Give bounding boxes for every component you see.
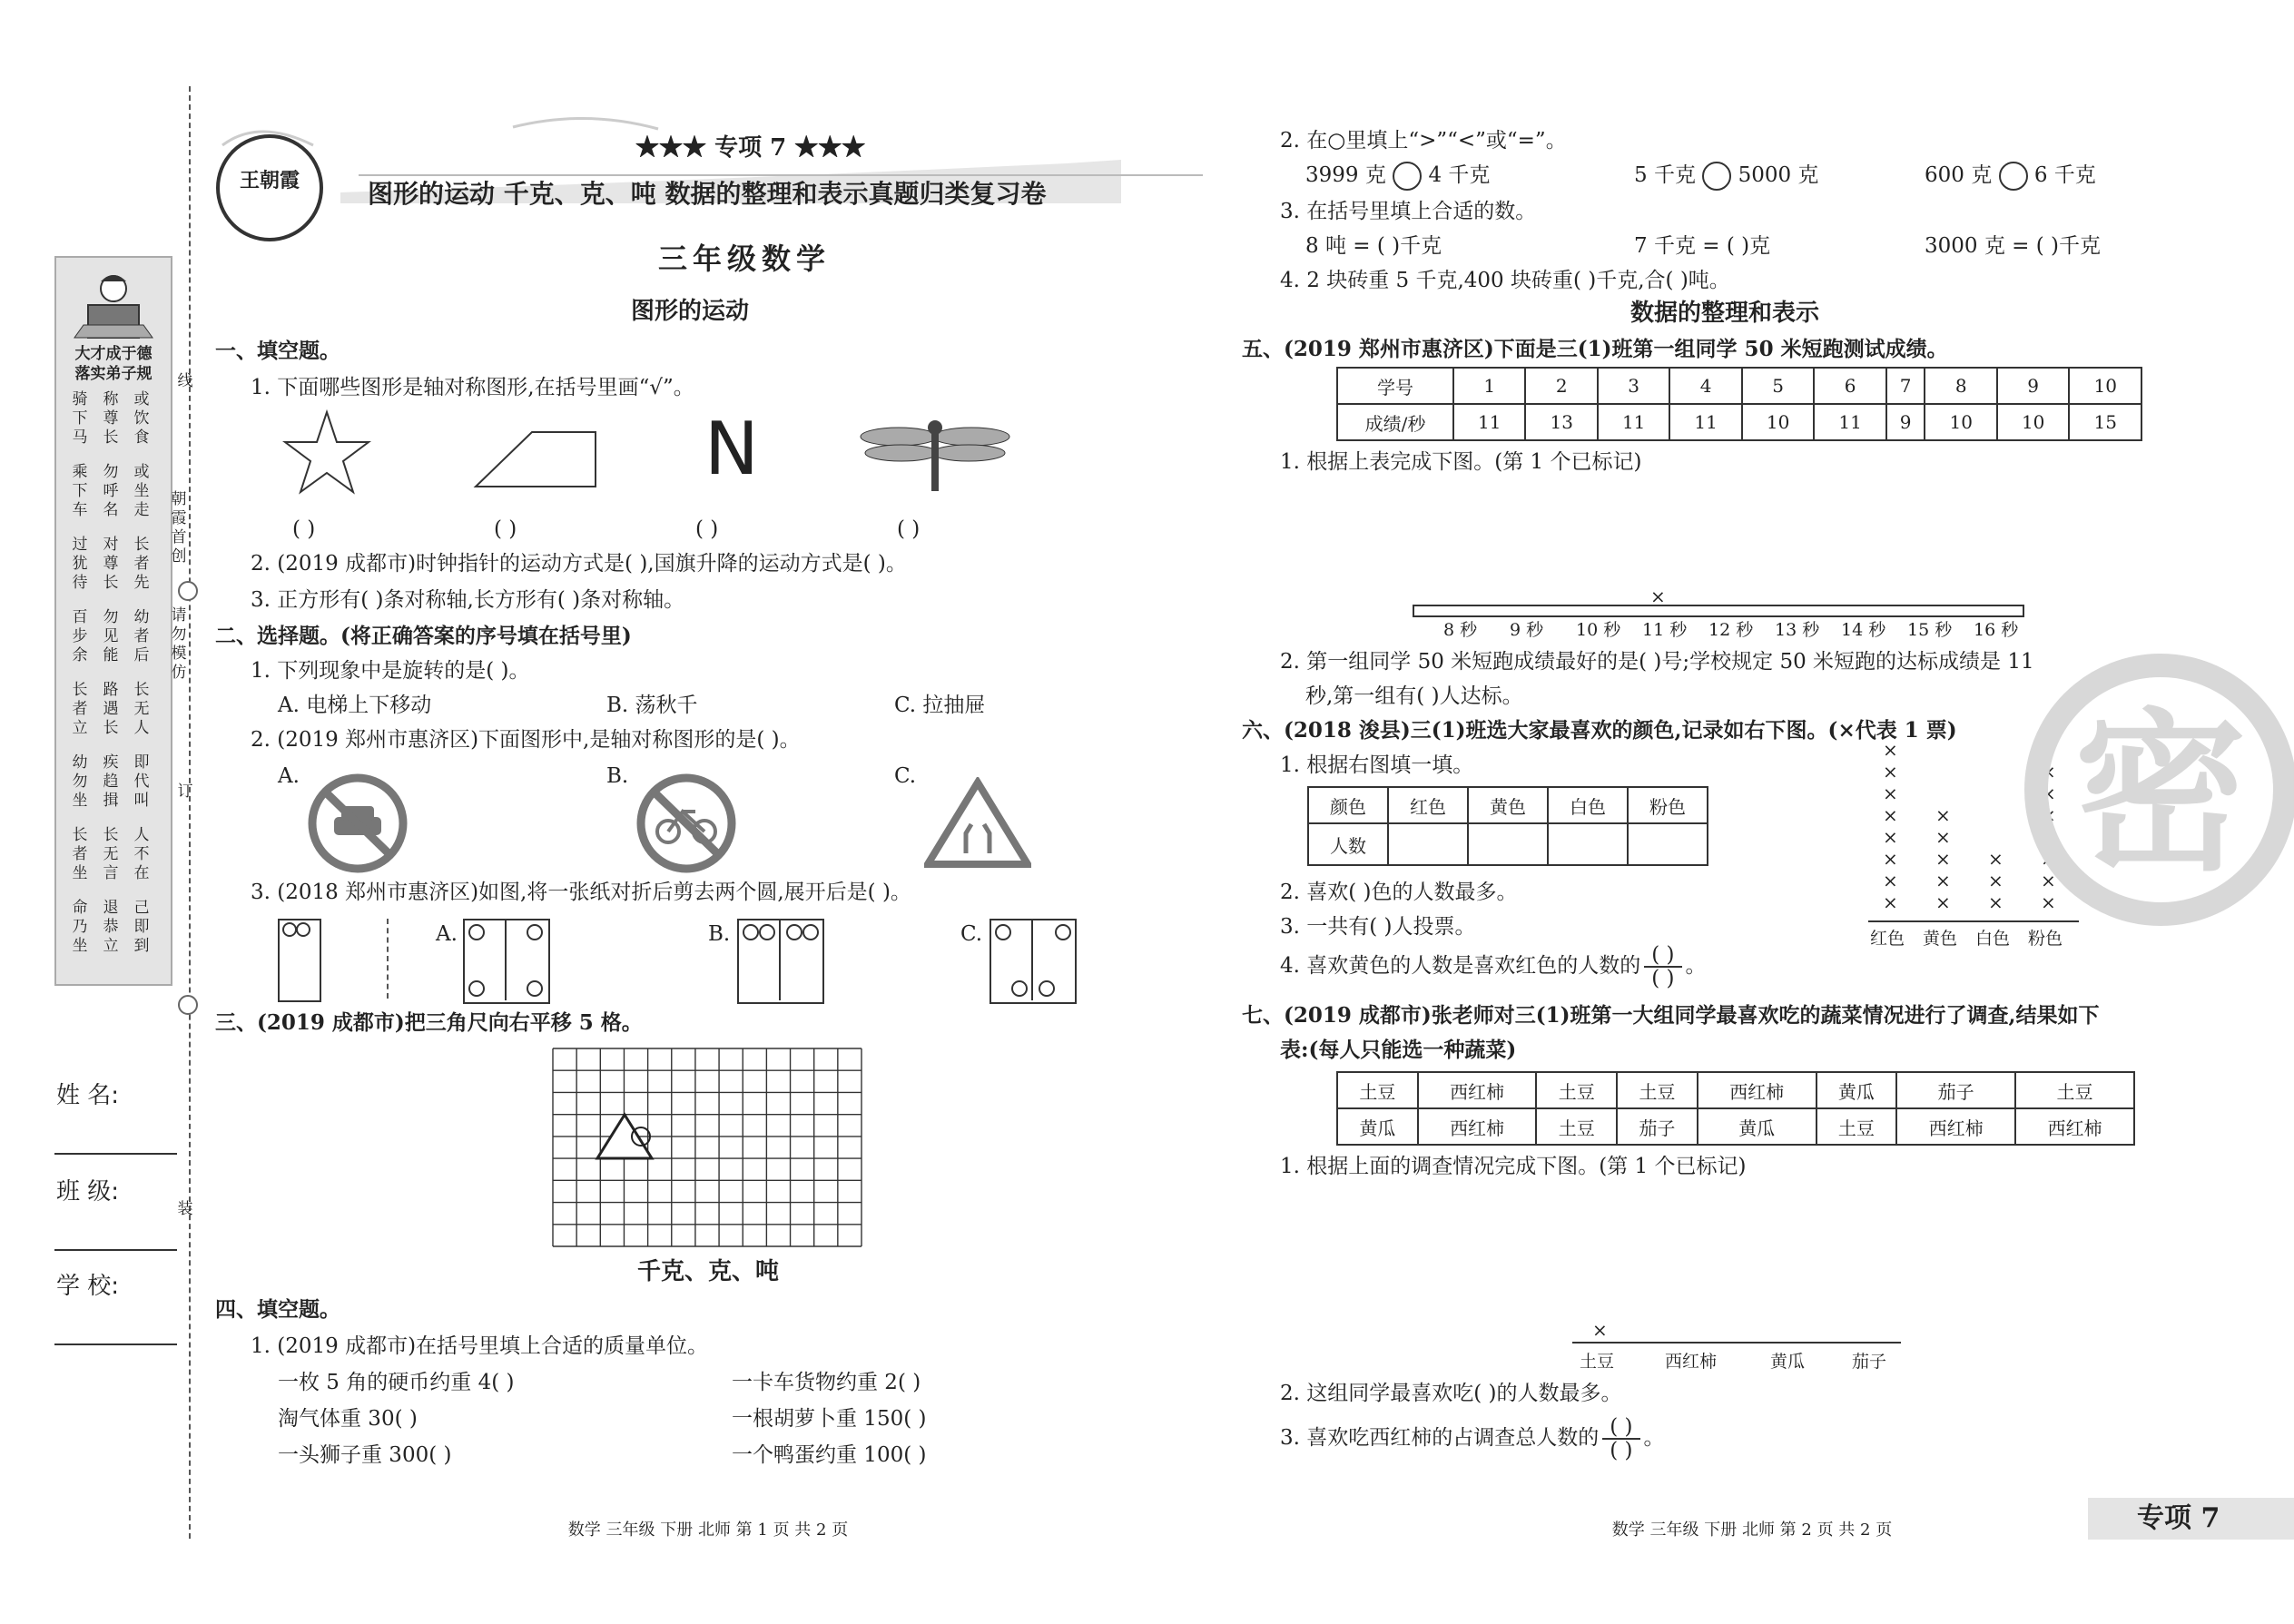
category-label: 红色 (1870, 929, 1905, 949)
badge-title: ★★★ 专项 7 ★★★ (635, 134, 866, 162)
q2-2: 2. (2019 郑州市惠济区)下面图形中,是轴对称图形的是( )。 (251, 728, 801, 752)
tally-mark: × (1883, 848, 1898, 870)
school-label: 学 校: (56, 1273, 120, 1300)
dizigui-column: 乘下车 (72, 463, 88, 519)
class-label: 班 级: (56, 1178, 120, 1206)
q4-4: 4. 2 块砖重 5 千克,400 块砖重( )千克,合( )吨。 (1280, 269, 1730, 292)
tally-mark: × (1883, 739, 1898, 761)
cut-circle (282, 922, 297, 937)
dizigui-column: 对尊长 (103, 536, 119, 592)
answer-cell[interactable] (1468, 823, 1548, 865)
binding-line (189, 86, 191, 1539)
table-cell: 黄瓜 (1816, 1072, 1897, 1108)
q2-3: 3. (2018 郑州市惠济区)如图,将一张纸对折后剪去两个圆,展开后是( )。 (251, 881, 911, 904)
no-car-sign (307, 773, 409, 873)
opt-a-label: A. (436, 922, 458, 946)
table-cell: 茄子 (1617, 1108, 1698, 1145)
table-cell: 11 (1669, 404, 1741, 440)
table-cell: 13 (1525, 404, 1597, 440)
q2-1: 1. 下列现象中是旋转的是( )。 (251, 659, 530, 683)
vegetable-x-mark: × (1592, 1319, 1608, 1341)
mark-order: 订 (177, 782, 193, 801)
tally-mark: × (1935, 891, 1951, 913)
table-cell: 粉色 (1628, 787, 1708, 823)
axis-tick-label: 土豆 (1580, 1352, 1615, 1372)
q7-3: 3. 喜欢吃西红柿的占调查总人数的 $\frac{( )}{( )}$ 。 (1280, 1415, 1665, 1462)
q1-2: 2. (2019 成都市)时钟指针的运动方式是( ),国旗升降的运动方式是( )。 (251, 552, 907, 576)
q4-item: 淘气体重 30( ) (278, 1407, 418, 1431)
dizigui-column: 幼勿坐 (72, 753, 88, 810)
header-banner (204, 109, 1203, 236)
trapezoid-figure (472, 427, 599, 490)
table-cell: 10 (1997, 404, 2069, 440)
tally-mark: × (1988, 870, 2004, 891)
dizigui-column: 路遇长 (103, 681, 119, 737)
table-cell: 15 (2069, 404, 2141, 440)
dizigui-column: 百步余 (72, 608, 88, 664)
binding-hole (178, 581, 198, 601)
table-row (1337, 1108, 2134, 1145)
tally-mark: × (1883, 782, 1898, 804)
q7-1: 1. 根据上面的调查情况完成下图。(第 1 个已标记) (1280, 1155, 1747, 1178)
tally-mark: × (2041, 717, 2056, 739)
table-cell: 西红柿 (1698, 1072, 1816, 1108)
sidebar-panel (54, 256, 172, 986)
dizigui-column: 己即到 (133, 899, 150, 955)
s4-head: 四、填空题。 (215, 1297, 340, 1322)
table-cell: 10 (1925, 404, 1996, 440)
table-cell: 土豆 (1536, 1072, 1617, 1108)
table-cell: 8 (1925, 368, 1996, 404)
tally-mark: × (1935, 870, 1951, 891)
footer-right: 数学 三年级 下册 北师 第 2 页 共 2 页 (1611, 1521, 1893, 1540)
q4-item: 一根胡萝卜重 150( ) (732, 1407, 927, 1431)
dizigui-column: 人不在 (133, 826, 150, 882)
star-figure (281, 408, 372, 496)
section-weight: 千克、克、吨 (636, 1258, 779, 1285)
q6-2: 2. 喜欢( )色的人数最多。 (1280, 881, 1518, 904)
narrow-bridge-sign (924, 777, 1031, 868)
letter-n-figure: N (704, 407, 759, 491)
dizigui-column: 疾趋揖 (103, 753, 119, 810)
table-row (1337, 1072, 2134, 1108)
answer-paren[interactable]: ( ) (897, 517, 921, 541)
opt-c-label: C. (894, 764, 917, 788)
table-cell: 土豆 (1337, 1072, 1418, 1108)
compare-circle[interactable] (1702, 162, 1731, 191)
tally-mark: × (2041, 870, 2056, 891)
table-row (1337, 404, 2141, 440)
dizigui-column: 长无人 (133, 681, 150, 737)
dizigui-column: 即代叫 (133, 753, 150, 810)
table-cell: 7 (1886, 368, 1925, 404)
dizigui-column: 骑下马 (72, 390, 88, 447)
q4-3-item: 3000 克 = ( )千克 (1925, 234, 2101, 258)
dizigui-column: 勿呼名 (103, 463, 119, 519)
s2-head: 二、选择题。(将正确答案的序号填在括号里) (215, 624, 632, 648)
dizigui-column: 过犹待 (72, 536, 88, 592)
table-cell: 黄瓜 (1698, 1108, 1816, 1145)
table-cell: 黄瓜 (1337, 1108, 1418, 1145)
tally-mark: × (2041, 782, 2056, 804)
margin-note-2: 请勿模仿 (171, 606, 187, 682)
table-cell: 11 (1598, 404, 1669, 440)
section-data: 数据的整理和表示 (1629, 300, 1819, 327)
s3-head: 三、(2019 成都市)把三角尺向右平移 5 格。 (215, 1010, 643, 1035)
motto-bottom: 落实弟子规 (74, 365, 153, 383)
scholar-illustration (56, 261, 171, 348)
dizigui-column: 长者坐 (72, 826, 88, 882)
table-cell: 茄子 (1896, 1072, 2015, 1108)
corner-badge: 专项 7 (2137, 1502, 2220, 1534)
opt-a-label: A. (278, 764, 300, 788)
axis-tick-label: 9 秒 (1510, 620, 1544, 640)
q2-1-opt-a: A. 电梯上下移动 (278, 694, 432, 717)
answer-cell[interactable] (1628, 823, 1708, 865)
compare-circle[interactable] (1999, 162, 2028, 191)
q1-3: 3. 正方形有( )条对称轴,长方形有( )条对称轴。 (251, 588, 685, 612)
table-cell: 4 (1669, 368, 1741, 404)
compare-item: 5 千克 5000 克 (1634, 162, 1818, 191)
q4-item: 一个鸭蛋约重 100( ) (732, 1443, 927, 1467)
table-cell: 9 (1886, 404, 1925, 440)
fraction-blank[interactable]: $\frac{( )}{( )}$ (1602, 1416, 1639, 1462)
score-number-line[interactable] (1413, 605, 2024, 617)
translation-grid[interactable] (550, 1046, 864, 1249)
s5-head: 五、(2019 郑州市惠济区)下面是三(1)班第一组同学 50 米短跑测试成绩。 (1242, 337, 1948, 361)
table-cell: 5 (1742, 368, 1814, 404)
tally-mark: × (1988, 891, 2004, 913)
confidential-stamp (2024, 654, 2294, 926)
class-field[interactable] (54, 1249, 177, 1251)
name-label: 姓 名: (56, 1082, 120, 1109)
tally-mark: × (1883, 891, 1898, 913)
binding-hole (178, 995, 198, 1015)
tally-mark: × (1935, 804, 1951, 826)
category-label: 白色 (1975, 929, 2011, 949)
table-cell: 土豆 (2015, 1072, 2134, 1108)
table-row (1308, 787, 1708, 823)
table-cell: 2 (1525, 368, 1597, 404)
dragonfly-figure (858, 413, 1012, 495)
s1-head: 一、填空题。 (215, 339, 340, 363)
section-motion: 图形的运动 (630, 298, 749, 325)
margin-note-1: 朝霞首创 (171, 490, 187, 566)
tally-mark: × (1935, 826, 1951, 848)
table-cell: 黄色 (1468, 787, 1548, 823)
axis-tick-label: 14 秒 (1841, 620, 1886, 640)
tally-mark: × (2041, 848, 2056, 870)
compare-item: 600 克 6 千克 (1925, 162, 2096, 191)
mark-bind: 装 (177, 1200, 193, 1218)
dizigui-column: 勿见能 (103, 608, 119, 664)
table-cell: 人数 (1308, 823, 1388, 865)
q4-3: 3. 在括号里填上合适的数。 (1280, 200, 1537, 223)
tally-mark: × (1883, 870, 1898, 891)
row-header: 学号 (1337, 368, 1453, 404)
fold-line (387, 919, 389, 999)
table-row (1337, 368, 2141, 404)
logo-text: 王朝霞 (239, 169, 300, 192)
table-cell: 10 (2069, 368, 2141, 404)
q4-item: 一枚 5 角的硬币约重 4( ) (278, 1371, 515, 1394)
category-label: 黄色 (1923, 929, 1958, 949)
tally-mark: × (2041, 826, 2056, 848)
table-cell: 9 (1997, 368, 2069, 404)
dizigui-column: 长者立 (72, 681, 88, 737)
axis-tick-label: 13 秒 (1775, 620, 1820, 640)
tally-mark: × (1883, 826, 1898, 848)
q5-2: 2. 第一组同学 50 米短跑成绩最好的是( )号;学校规定 50 米短跑的达标成绩是 11 (1280, 650, 2034, 674)
q1-1: 1. 下面哪些图形是轴对称图形,在括号里画“√”。 (251, 376, 694, 399)
q2-1-opt-c: C. 拉抽屉 (894, 694, 986, 717)
compare-item: 3999 克 4 千克 (1305, 162, 1490, 191)
table-cell: 土豆 (1536, 1108, 1617, 1145)
tally-mark: × (1935, 848, 1951, 870)
answer-cell[interactable] (1388, 823, 1468, 865)
q4-item: 一头狮子重 300( ) (278, 1443, 452, 1467)
q6-3: 3. 一共有( )人投票。 (1280, 915, 1476, 939)
tally-mark: × (1988, 848, 2004, 870)
tally-mark: × (2041, 739, 2056, 761)
table-row (1308, 823, 1708, 865)
answer-paren[interactable]: ( ) (695, 517, 719, 541)
mark-line: 线 (177, 372, 193, 390)
tally-mark: × (1883, 761, 1898, 782)
school-field[interactable] (54, 1343, 177, 1345)
table-cell: 颜色 (1308, 787, 1388, 823)
dizigui-column: 或饮食 (133, 390, 150, 447)
table-cell: 西红柿 (1418, 1072, 1537, 1108)
score-x-mark: × (1650, 586, 1666, 607)
dizigui-column: 长者先 (133, 536, 150, 592)
q4-3-item: 7 千克 = ( )克 (1634, 234, 1771, 258)
stamp-text: 密 (2073, 692, 2247, 894)
vegetable-table (1336, 1071, 2135, 1146)
table-cell: 西红柿 (1896, 1108, 2015, 1145)
footer-left: 数学 三年级 下册 北师 第 1 页 共 2 页 (567, 1521, 849, 1540)
cut-circle (296, 922, 310, 937)
motto-top: 大才成于德 (74, 345, 153, 363)
q4-2: 2. 在○里填上“>”“<”或“=”。 (1280, 129, 1567, 153)
q7-2: 2. 这组同学最喜欢吃( )的人数最多。 (1280, 1382, 1622, 1405)
s7-head-cont: 表:(每人只能选一种蔬菜) (1280, 1038, 1517, 1062)
table-cell: 土豆 (1617, 1072, 1698, 1108)
axis-tick-label: 12 秒 (1708, 620, 1754, 640)
table-cell: 白色 (1548, 787, 1628, 823)
answer-cell[interactable] (1548, 823, 1628, 865)
q6-1: 1. 根据右图填一填。 (1280, 753, 1474, 777)
fraction-blank[interactable]: $\frac{( )}{( )}$ (1644, 944, 1681, 989)
s6-head: 六、(2018 浚县)三(1)班选大家最喜欢的颜色,记录如右下图。(×代表 1 票) (1242, 718, 1957, 743)
axis-tick-label: 茄子 (1852, 1352, 1887, 1372)
axis-tick-label: 10 秒 (1576, 620, 1621, 640)
badge-text: 专项 7 (714, 134, 787, 162)
answer-paren[interactable]: ( ) (494, 517, 517, 541)
page-subtitle: 三年级数学 (657, 241, 831, 276)
tally-mark: × (2041, 891, 2056, 913)
score-table (1336, 367, 2142, 441)
dizigui-column: 退恭立 (103, 899, 119, 955)
opt-c-label: C. (960, 922, 983, 946)
color-table (1307, 786, 1708, 866)
q4-item: 一卡车货物约重 2( ) (732, 1371, 921, 1394)
q6-4: 4. 喜欢黄色的人数是喜欢红色的人数的 $\frac{( )}{( )}$ 。 (1280, 943, 1707, 990)
table-cell: 红色 (1388, 787, 1468, 823)
compare-circle[interactable] (1393, 162, 1422, 191)
q4-1: 1. (2019 成都市)在括号里填上合适的质量单位。 (251, 1334, 709, 1358)
axis-tick-label: 西红柿 (1665, 1352, 1718, 1372)
row-header: 成绩/秒 (1337, 404, 1453, 440)
q2-1-opt-b: B. 荡秋千 (606, 694, 698, 717)
brand-logo (216, 134, 323, 241)
axis-tick-label: 8 秒 (1443, 620, 1478, 640)
dizigui-column: 长无言 (103, 826, 119, 882)
table-cell: 6 (1814, 368, 1885, 404)
dizigui-column: 称尊长 (103, 390, 119, 447)
tally-mark: × (2041, 761, 2056, 782)
page-title: 图形的运动 千克、克、吨 数据的整理和表示真题归类复习卷 (368, 179, 1047, 209)
tally-axis (1868, 920, 2079, 922)
axis-tick-label: 黄瓜 (1770, 1352, 1806, 1372)
table-cell: 1 (1453, 368, 1525, 404)
q5-2-cont: 秒,第一组有( )人达标。 (1305, 684, 1523, 708)
name-field[interactable] (54, 1153, 177, 1155)
axis-tick-label: 11 秒 (1642, 620, 1688, 640)
tally-mark: × (1883, 804, 1898, 826)
table-cell: 11 (1814, 404, 1885, 440)
vegetable-axis[interactable] (1572, 1342, 1901, 1343)
dizigui-column: 幼者后 (133, 608, 150, 664)
answer-paren[interactable]: ( ) (292, 517, 316, 541)
q4-3-item: 8 吨 = ( )千克 (1305, 234, 1442, 258)
tally-mark: × (2041, 804, 2056, 826)
no-bicycle-sign (635, 773, 737, 873)
axis-tick-label: 16 秒 (1974, 620, 2019, 640)
table-cell: 3 (1598, 368, 1669, 404)
table-cell: 10 (1742, 404, 1814, 440)
dizigui-column: 命乃坐 (72, 899, 88, 955)
table-cell: 西红柿 (2015, 1108, 2134, 1145)
opt-b-label: B. (606, 764, 629, 788)
dizigui-column: 或坐走 (133, 463, 150, 519)
table-cell: 土豆 (1816, 1108, 1897, 1145)
axis-tick-label: 15 秒 (1907, 620, 1953, 640)
s7-head: 七、(2019 成都市)张老师对三(1)班第一大组同学最喜欢吃的蔬菜情况进行了调查,结果如下 (1242, 1003, 2100, 1028)
opt-b-label: B. (708, 922, 731, 946)
q5-1: 1. 根据上表完成下图。(第 1 个已标记) (1280, 450, 1642, 474)
table-cell: 11 (1453, 404, 1525, 440)
table-cell: 西红柿 (1418, 1108, 1537, 1145)
corner-tab (2088, 1498, 2294, 1540)
category-label: 粉色 (2028, 929, 2063, 949)
